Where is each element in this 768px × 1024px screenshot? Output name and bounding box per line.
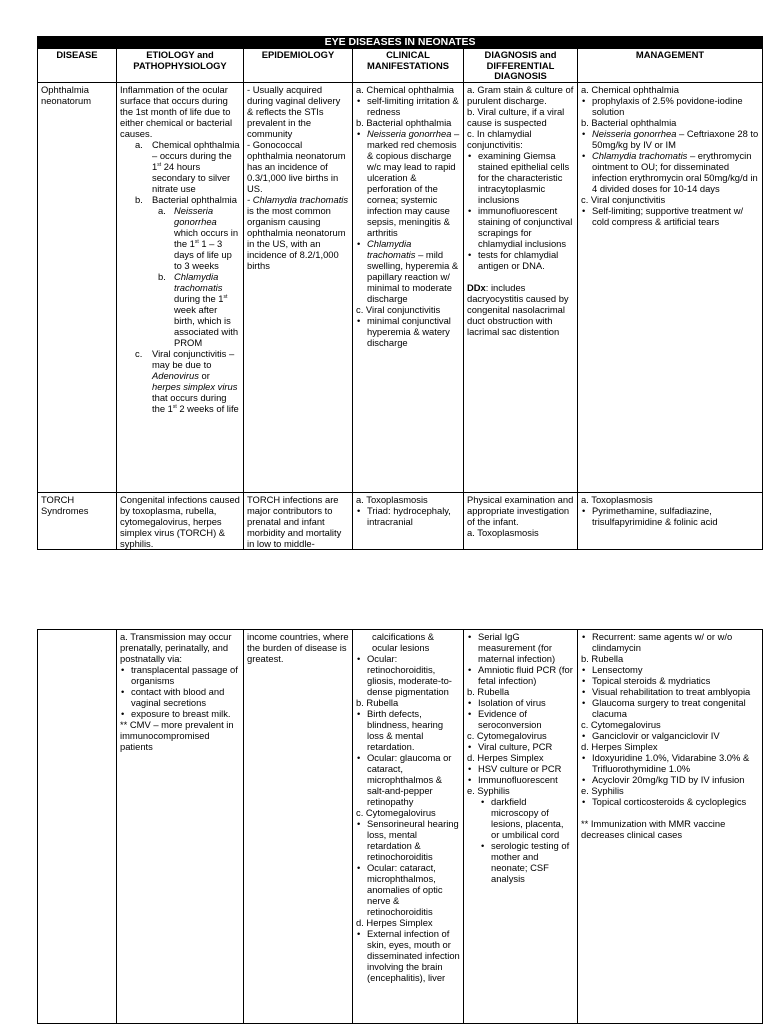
continued-text: calcifications & ocular lesions bbox=[372, 631, 435, 653]
list-item: • prophylaxis of 2.5% povidone-iodine solution bbox=[592, 95, 759, 117]
diag-text: b. Viral culture, if a viral cause is suspected bbox=[467, 105, 565, 128]
epi-text: - Usually acquired during vaginal delivery & reflects the STIs prevalent in the community bbox=[247, 83, 341, 139]
list-item: • Ocular: retinochoroiditis, gliosis, moderate-to-dense pigmentation bbox=[367, 653, 460, 697]
list-item: • contact with blood and vaginal secretions bbox=[131, 686, 240, 708]
header-clinical: CLINICAL MANIFESTATIONS bbox=[353, 49, 464, 83]
list-item: • Birth defects, blindness, hearing loss & mental retardation. bbox=[367, 708, 460, 752]
section-label: d. Herpes Simplex bbox=[467, 752, 544, 763]
list-item: • Isolation of virus bbox=[478, 697, 574, 708]
header-row bbox=[38, 49, 763, 83]
header-diagnosis: DIAGNOSIS and DIFFERENTIAL DIAGNOSIS bbox=[464, 49, 578, 83]
table-part-2 bbox=[37, 629, 762, 1024]
etiology-cell bbox=[117, 630, 244, 1024]
list-item: • Lensectomy bbox=[592, 664, 759, 675]
header-management: MANAGEMENT bbox=[578, 49, 763, 83]
diag-text: a. Gram stain & culture of purulent discharge. bbox=[467, 83, 574, 106]
epidemiology-cell bbox=[244, 82, 353, 492]
clinical-cell bbox=[353, 82, 464, 492]
eye-diseases-table-continued bbox=[37, 629, 763, 1024]
section-label: a. Chemical ophthalmia bbox=[356, 83, 454, 95]
list-item: a. Chemical ophthalmia – occurs during the 1st 24 hours secondary to silver nitrate use bbox=[135, 138, 240, 194]
section-label: b. Rubella bbox=[467, 686, 510, 697]
section-label: b. Rubella bbox=[581, 653, 624, 664]
diag-text: Physical examination and appropriate investigation of the infant. bbox=[467, 493, 574, 527]
list-item: • Triad: hydrocephaly, intracranial bbox=[367, 505, 460, 527]
list-item: • darkfield microscopy of lesions, placenta, or umbilical cord bbox=[491, 796, 574, 840]
list-item: • Visual rehabilitation to treat amblyopia bbox=[592, 686, 759, 697]
eye-diseases-table bbox=[37, 36, 763, 550]
epi-text: - Chlamydia trachomatis is the most common organism causing ophthalmia neonatorum in the US, with an incidence of 8.2/1,000 births bbox=[247, 193, 349, 271]
list-item: • Glaucoma surgery to treat congenital clacuma bbox=[592, 697, 759, 719]
list-item: • Evidence of seroconversion bbox=[478, 708, 574, 730]
diag-text: c. In chlamydial conjunctivitis: bbox=[467, 127, 532, 150]
table-part-1 bbox=[37, 36, 762, 550]
note-text: ** Immunization with MMR vaccine decreases clinical cases bbox=[581, 818, 726, 840]
section-label: d. Herpes Simplex bbox=[356, 917, 433, 928]
section-label: b. Bacterial ophthalmia bbox=[356, 116, 452, 128]
management-cell bbox=[578, 630, 763, 1024]
list-item: • Amniotic fluid PCR (for fetal infection) bbox=[478, 664, 574, 686]
list-item: • HSV culture or PCR bbox=[478, 763, 574, 774]
disease-cell bbox=[38, 630, 117, 1024]
section-label: a. Transmission may occur prenatally, perinatally, and postnatally via: bbox=[120, 631, 232, 664]
epidemiology-cell: TORCH infections are major contributors to prenatal and infant morbidity and mortality in low to middle- bbox=[244, 492, 353, 549]
etiology-cell bbox=[117, 82, 244, 492]
list-item: a. Neisseria gonorrhea which occurs in the 1st 1 – 3 days of life up to 3 weeks bbox=[158, 204, 239, 271]
diagnosis-cell bbox=[464, 82, 578, 492]
diagnosis-cell bbox=[464, 630, 578, 1024]
disease-cell: Ophthalmia neonatorum bbox=[38, 82, 117, 492]
list-item: • exposure to breast milk. bbox=[131, 708, 240, 719]
section-label: d. Herpes Simplex bbox=[581, 741, 658, 752]
list-item: • tests for chlamydial antigen or DNA. bbox=[478, 249, 574, 271]
section-label: b. Bacterial ophthalmia bbox=[581, 116, 677, 128]
list-item: • Idoxyuridine 1.0%, Vidarabine 3.0% & Trifluorothymidine 1.0% bbox=[592, 752, 759, 774]
clinical-cell bbox=[353, 492, 464, 549]
etiology-cell: Congenital infections caused by toxoplasma, rubella, cytomegalovirus, herpes simplex virus (TORCH) & syphilis. bbox=[117, 492, 244, 549]
section-label: c. Cytomegalovirus bbox=[356, 807, 436, 818]
section-label: c. Cytomegalovirus bbox=[467, 730, 547, 741]
list-item: • Serial IgG measurement (for maternal infection) bbox=[478, 631, 574, 664]
table-row bbox=[38, 630, 763, 1024]
management-cell bbox=[578, 82, 763, 492]
list-item: • Ocular: cataract, microphthalmos, anomalies of optic nerve & retinochoroiditis bbox=[367, 862, 460, 917]
section-label: a. Toxoplasmosis bbox=[467, 526, 539, 538]
section-label: c. Cytomegalovirus bbox=[581, 719, 661, 730]
list-item: • External infection of skin, eyes, mouth or disseminated infection involving the brain (encephalitis), liver bbox=[367, 928, 460, 983]
section-label: e. Syphilis bbox=[581, 785, 624, 796]
list-item: • serologic testing of mother and neonate; CSF analysis bbox=[491, 840, 574, 884]
section-label: a. Chemical ophthalmia bbox=[581, 83, 679, 95]
list-item: • Sensorineural hearing loss, mental retardation & retinochoroiditis bbox=[367, 818, 460, 862]
list-item: • Chlamydia trachomatis – erythromycin ointment to OU; for disseminated infection erythromycin oral 50mg/kg/d in 4 divided doses for 10-14 days bbox=[592, 150, 759, 194]
list-item: • Viral culture, PCR bbox=[478, 741, 574, 752]
list-item: • Neisseria gonorrhea – marked red chemosis & copious discharge w/c may lead to rapid ulceration & perforation of the cornea; systemic infection may cause sepsis, meningitis & arthritis bbox=[367, 128, 460, 238]
list-item: • Chlamydia trachomatis – mild swelling, hyperemia & papillary reaction w/ minimal to moderate discharge bbox=[367, 238, 460, 304]
list-item: • Neisseria gonorrhea – Ceftriaxone 28 to 50mg/kg by IV or IM bbox=[592, 128, 759, 150]
list-item: • Self-limiting; supportive treatment w/ cold compress & artificial tears bbox=[592, 205, 759, 227]
diagnosis-cell bbox=[464, 492, 578, 549]
etiology-intro: Inflammation of the ocular surface that occurs during the 1st month of life due to either chemical or bacterial causes. bbox=[120, 83, 233, 139]
ddx-text: DDx: includes dacryocystitis caused by congenital nasolacrimal duct obstruction with lacrimal sac distention bbox=[467, 281, 569, 337]
list-item: • Topical steroids & mydriatics bbox=[592, 675, 759, 686]
list-item: • Recurrent: same agents w/ or w/o clindamycin bbox=[592, 631, 759, 653]
list-item: • transplacental passage of organisms bbox=[131, 664, 240, 686]
list-item: • immunofluorescent staining of conjunctival scrapings for chlamydial inclusions bbox=[478, 205, 574, 249]
list-item: • Ganciclovir or valganciclovir IV bbox=[592, 730, 759, 741]
management-cell bbox=[578, 492, 763, 549]
clinical-cell bbox=[353, 630, 464, 1024]
list-item: • Immunofluorescent bbox=[478, 774, 574, 785]
table-row bbox=[38, 492, 763, 549]
list-item: • Ocular: glaucoma or cataract, microphthalmos & salt-and-pepper retinopathy bbox=[367, 752, 460, 807]
list-item: • Acyclovir 20mg/kg TID by IV infusion bbox=[592, 774, 759, 785]
list-item: c. Viral conjunctivitis – may be due to Adenovirus or herpes simplex virus that occurs during the 1st 2 weeks of life bbox=[135, 347, 239, 414]
list-item: • minimal conjunctival hyperemia & watery discharge bbox=[367, 315, 460, 348]
section-label: a. Toxoplasmosis bbox=[581, 493, 653, 505]
disease-cell: TORCH Syndromes bbox=[38, 492, 117, 549]
header-etiology: ETIOLOGY and PATHOPHYSIOLOGY bbox=[117, 49, 244, 83]
epidemiology-cell: income countries, where the burden of disease is greatest. bbox=[244, 630, 353, 1024]
section-label: b. Rubella bbox=[356, 697, 399, 708]
list-item: • Pyrimethamine, sulfadiazine, trisulfapyrimidine & folinic acid bbox=[592, 505, 759, 527]
list-item: b. Chlamydia trachomatis during the 1st week after birth, which is associated with PROM bbox=[158, 270, 239, 348]
section-label: c. Viral conjunctivitis bbox=[581, 193, 666, 205]
list-item: • examining Giemsa stained epithelial cells for the characteristic intracytoplasmic inclusions bbox=[478, 150, 574, 205]
section-label: a. Toxoplasmosis bbox=[356, 493, 428, 505]
epi-text: - Gonococcal ophthalmia neonatorum has an incidence of 0.3/1,000 live births in US. bbox=[247, 138, 346, 194]
table-row bbox=[38, 82, 763, 492]
section-label: c. Viral conjunctivitis bbox=[356, 303, 441, 315]
header-disease: DISEASE bbox=[38, 49, 117, 83]
header-epidemiology: EPIDEMIOLOGY bbox=[244, 49, 353, 83]
list-item: • self-limiting irritation & redness bbox=[367, 95, 460, 117]
table-title: EYE DISEASES IN NEONATES bbox=[38, 37, 763, 49]
list-item: • Topical corticosteroids & cycloplegics bbox=[592, 796, 759, 807]
section-label: e. Syphilis bbox=[467, 785, 510, 796]
list-item: b. Bacterial ophthalmia a. Neisseria gonorrhea which occurs in the 1st 1 – 3 days of life up to 3 weeks b. Chlamydia trachomatis during the 1st week after birth, which is associated with PROM bbox=[135, 193, 239, 348]
note-text: ** CMV – more prevalent in immunocompromised patients bbox=[120, 719, 234, 752]
